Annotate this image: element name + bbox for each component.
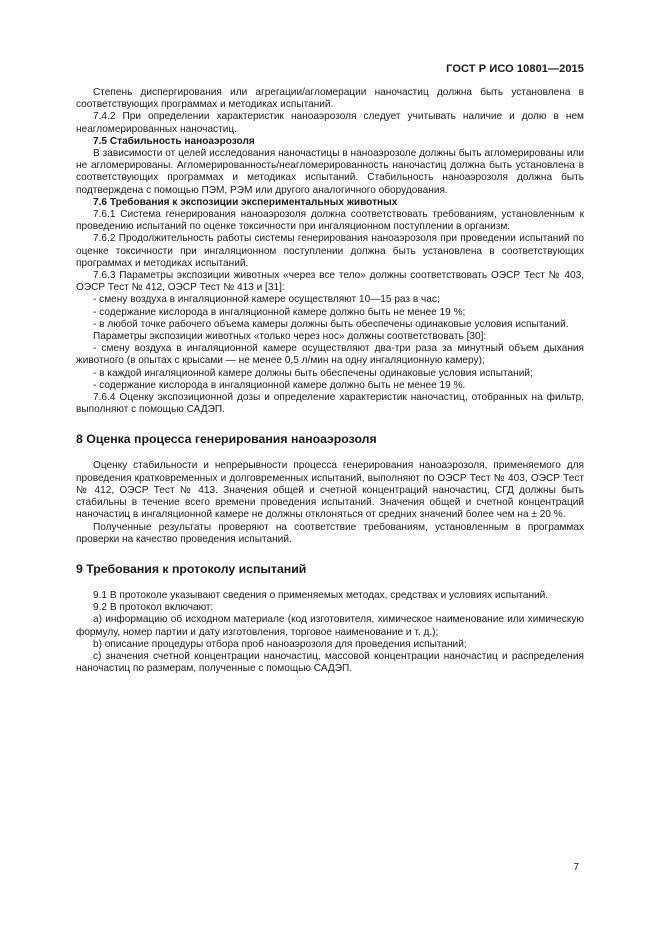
paragraph: b) описание процедуры отбора проб наноаэрозоля для проведения испытаний; [93, 638, 467, 650]
paragraph: 7.4.2 При определении характеристик наноаэрозоля следует учитывать наличие и долю в нем неагломерированных наночастиц. [76, 111, 584, 135]
spacer [76, 416, 584, 432]
subsection-heading: 7.6 Требования к экспозиции экспериментальных животных [93, 196, 398, 208]
paragraph: - содержание кислорода в ингаляционной камере должно быть не менее 19 %; [93, 306, 466, 318]
paragraph: 7.6.1 Система генерирования наноаэрозоля должна соответствовать требованиям, установленным к проведению испытаний по оценке токсичности при ингаляционном поступлении в организм. [76, 209, 584, 233]
paragraph: В зависимости от целей исследования наночастицы в наноаэрозоле должны быть агломерированы или не агломерированы. Агломерированность/неагломерированность наночастиц должна быть установлена в соответствующих программах и методиках испытаний. Стабильность наноаэрозоля должна быть подтверждена с помощью ПЭМ, РЭМ или другого аналогичного оборудования. [76, 148, 584, 196]
paragraph: - смену воздуха в ингаляционной камере осуществляют два-три раза за минутный объем дыхания животного (в опытах с крысами — не менее 0,5 л/мин на одну ингаляционную камеру); [76, 343, 584, 367]
page-number: 7 [573, 862, 579, 873]
paragraph: 7.6.4 Оценку экспозиционной дозы и определение характеристик наночастиц, отобранных на фильтр, выполняют с помощью САДЭП. [76, 392, 584, 416]
paragraph: Полученные результаты проверяют на соответствие требованиям, установленным в программах проверки на качество проведения испытаний. [76, 521, 584, 545]
document-body [76, 87, 584, 675]
paragraph: - содержание кислорода в ингаляционной камере должно быть не менее 19 %. [93, 379, 466, 391]
paragraph: Параметры экспозиции животных «только через нос» должны соответствовать [30]: [93, 331, 487, 343]
paragraph: 7.6.2 Продолжительность работы системы генерирования наноаэрозоля при проведении испытаний по оценке токсичности при ингаляционном поступлении должна быть установлена в соответствующих программах и методиках испытаний. [76, 233, 584, 269]
document-code-header: ГОСТ Р ИСО 10801—2015 [446, 63, 584, 75]
section-heading: 9 Требования к протоколу испытаний [76, 561, 307, 576]
subsection-heading: 7.5 Стабильность наноаэрозоля [93, 135, 255, 147]
paragraph: 9.1 В протоколе указывают сведения о применяемых методах, средствах и условиях испытаний. [93, 589, 549, 601]
paragraph: - в каждой ингаляционной камере должны быть обеспечены одинаковые условия испытаний; [93, 367, 533, 379]
paragraph: 9.2 В протокол включают: [93, 602, 214, 614]
spacer [76, 576, 584, 590]
paragraph: - смену воздуха в ингаляционной камере осуществляют 10—15 раз в час; [93, 294, 440, 306]
paragraph: 7.6.3 Параметры экспозиции животных «через все тело» должны соответствовать ОЭСР Тест № 403, ОЭСР Тест № 412, ОЭСР Тест № 413 и [31]: [76, 270, 584, 294]
paragraph: a) информацию об исходном материале (код изготовителя, химическое наименование или химическую формулу, номер партии и дату изготовления, торговое наименование и т. д.); [76, 614, 584, 638]
paragraph: Оценку стабильности и непрерывности процесса генерирования наноаэрозоля, применяемого для проведения кратковременных и долговременных испытаний, выполняют по ОЭСР Тест № 403, ОЭСР Тест № 412, ОЭСР Тест № 413. Значения общей и счетной концентраций наночастиц, СГД должны быть стабильны в течение всего времени проведения испытаний. Значения общей и счетной концентраций наночастиц в ингаляционной камере не должны отклоняться от средних значений более чем на ± 20 %. [76, 460, 584, 521]
paragraph: c) значения счетной концентрации наночастиц, массовой концентрации наночастиц и распределения наночастиц по размерам, полученные с помощью САДЭП. [76, 650, 584, 675]
spacer [76, 446, 584, 460]
spacer [76, 546, 584, 562]
paragraph: - в любой точке рабочего объема камеры должны быть обеспечены одинаковые условия испытаний. [93, 318, 569, 330]
section-heading: 8 Оценка процесса генерирования наноаэрозоля [76, 432, 377, 447]
paragraph: Степень диспергирования или агрегации/агломерации наночастиц должна быть установлена в соответствующих программах и методиках испытаний. [76, 87, 584, 111]
